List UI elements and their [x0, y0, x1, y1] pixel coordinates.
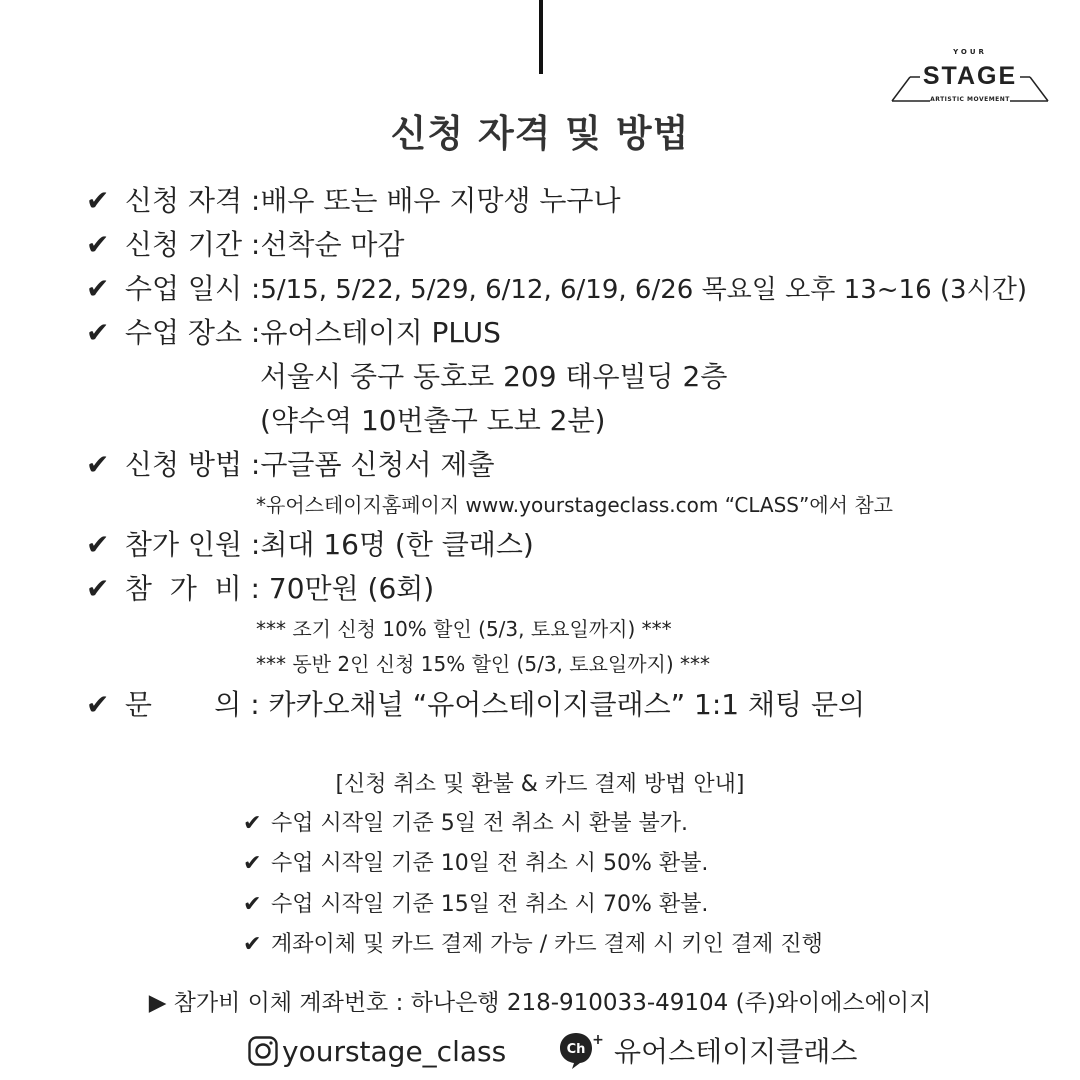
kakao-channel-link[interactable]	[558, 1032, 857, 1072]
check-icon: ✔	[243, 932, 262, 957]
info-label: 참가 인원 :	[124, 528, 261, 561]
info-label: 문 의 :	[124, 688, 269, 721]
info-label: 참 가 비 :	[124, 572, 269, 605]
location-directions: (약수역 10번출구 도보 2분)	[260, 404, 606, 437]
svg-text:+: +	[592, 1032, 604, 1048]
info-row-inquiry	[86, 687, 865, 723]
refund-text: 수업 시작일 기준 10일 전 취소 시 50% 환불.	[271, 851, 709, 876]
apply-note: *유어스테이지홈페이지 www.yourstageclass.com “CLASS”에서 참고	[256, 493, 894, 517]
top-divider-line	[539, 0, 543, 74]
info-label: 수업 일시 :	[124, 272, 261, 305]
logo-tagline: ARTISTIC MOVEMENT	[930, 96, 1010, 103]
info-row-fee	[86, 571, 434, 607]
info-label: 신청 자격 :	[124, 184, 261, 217]
refund-text: 계좌이체 및 카드 결제 가능 / 카드 결제 시 키인 결제 진행	[271, 932, 823, 957]
info-row-schedule	[86, 271, 1027, 308]
info-label: 신청 기간 :	[124, 228, 261, 261]
fee-note-early: *** 조기 신청 10% 할인 (5/3, 토요일까지) ***	[256, 617, 672, 641]
instagram-handle: yourstage_class	[282, 1035, 507, 1068]
check-icon: ✔	[86, 184, 110, 217]
check-icon: ✔	[86, 316, 110, 349]
kakao-channel-name: 유어스테이지클래스	[614, 1035, 858, 1068]
info-value: 5/15, 5/22, 5/29, 6/12, 6/19, 6/26 목요일 오후 13~16 (3시간)	[260, 275, 1027, 305]
info-value: 배우 또는 배우 지망생 누구나	[260, 184, 621, 217]
logo-your: YOUR	[953, 48, 987, 56]
refund-text: 수업 시작일 기준 15일 전 취소 시 70% 환불.	[271, 892, 709, 917]
check-icon: ✔	[86, 228, 110, 261]
info-value: 선착순 마감	[260, 228, 405, 261]
logo-stage: STAGE	[922, 62, 1018, 90]
check-icon: ✔	[86, 572, 110, 605]
check-icon: ✔	[86, 448, 110, 481]
location-address: 서울시 중구 동호로 209 태우빌딩 2층	[260, 360, 728, 393]
check-icon: ✔	[86, 688, 110, 721]
refund-section-title: [신청 취소 및 환불 & 카드 결제 방법 안내]	[335, 772, 745, 797]
info-row-method	[86, 447, 495, 483]
kakao-channel-icon	[558, 1030, 604, 1070]
info-row-capacity	[86, 527, 534, 563]
info-label: 수업 장소 :	[124, 316, 261, 349]
info-value: 유어스테이지 PLUS	[260, 316, 501, 349]
check-icon: ✔	[243, 892, 262, 917]
info-row-location	[86, 315, 501, 351]
yourstage-logo	[890, 48, 1050, 106]
check-icon: ✔	[86, 272, 110, 305]
refund-item	[243, 891, 708, 919]
info-value: 구글폼 신청서 제출	[260, 448, 495, 481]
refund-item	[243, 850, 708, 878]
info-label: 신청 방법 :	[124, 448, 261, 481]
info-value: 카카오채널 “유어스테이지클래스” 1:1 채팅 문의	[268, 688, 866, 721]
page-title: 신청 자격 및 방법	[390, 112, 690, 155]
refund-text: 수업 시작일 기준 5일 전 취소 시 환불 불가.	[271, 811, 688, 836]
instagram-link[interactable]	[248, 1032, 506, 1072]
info-row-period	[86, 227, 405, 263]
fee-note-pair: *** 동반 2인 신청 15% 할인 (5/3, 토요일까지) ***	[256, 652, 711, 676]
bank-account-info: ▶ 참가비 이체 계좌번호 : 하나은행 218-910033-49104 (주)와이에스에이지	[148, 990, 932, 1016]
check-icon: ✔	[86, 528, 110, 561]
refund-item	[243, 931, 823, 959]
info-row-eligibility	[86, 183, 621, 219]
info-value: 70만원 (6회)	[268, 572, 435, 605]
check-icon: ✔	[243, 811, 262, 836]
refund-item	[243, 810, 688, 838]
check-icon: ✔	[243, 851, 262, 876]
kakao-icon-text: Ch	[566, 1042, 586, 1057]
instagram-icon	[248, 1036, 278, 1066]
info-value: 최대 16명 (한 클래스)	[260, 528, 534, 561]
